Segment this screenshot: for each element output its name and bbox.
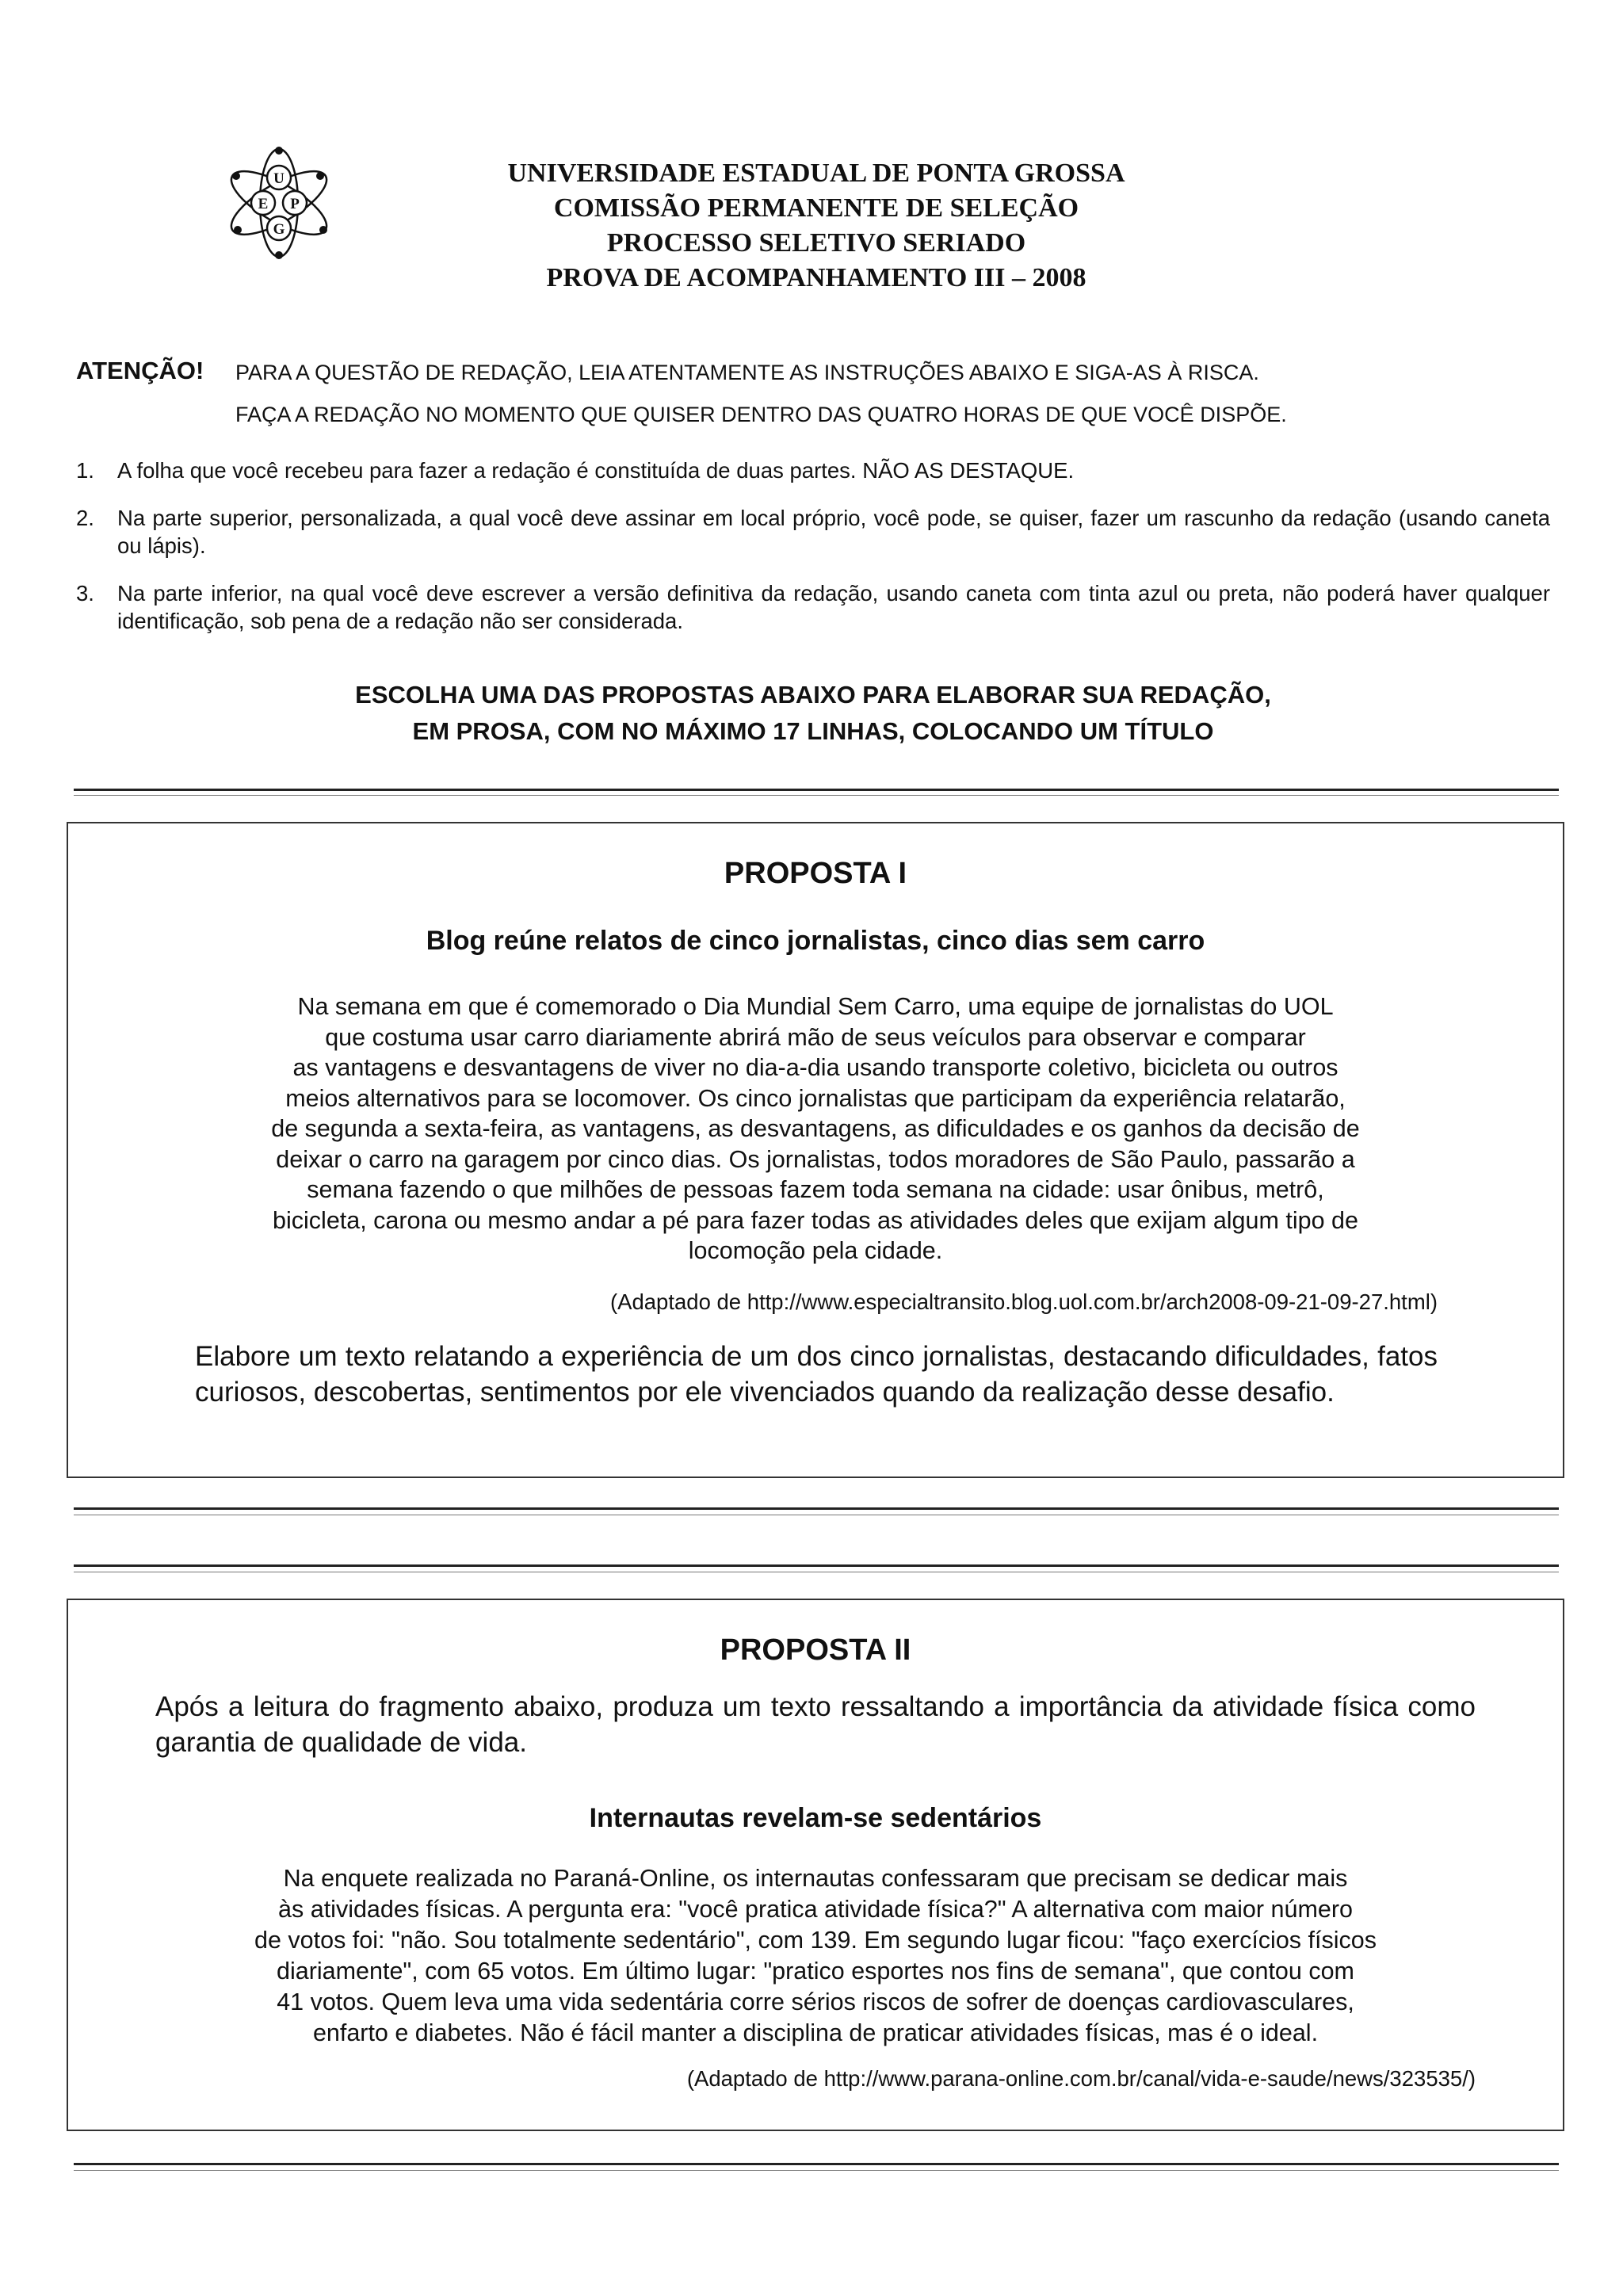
text-line: enfarto e diabetes. Não é fácil manter a disciplina de praticar atividades físicas, mas é o ideal. [312,2019,1319,2046]
text-line: de segunda a sexta-feira, as vantagens, as desvantagens, as dificuldades e os ganhos da decisão de [271,1115,1360,1142]
choose-instruction-1: ESCOLHA UMA DAS PROPOSTAS ABAIXO PARA ELABORAR SUA REDAÇÃO, [355,681,1271,709]
attention-label: ATENÇÃO! [76,357,204,384]
header-process: PROCESSO SELETIVO SERIADO [606,228,1026,258]
instruction-text: A folha que você recebeu para fazer a redação é constituída de duas partes. NÃO AS DESTAQUE. [117,458,1075,483]
logo-letter-u: U [273,170,285,187]
instruction-text: Na parte superior, personalizada, a qual você deve assinar em local próprio, você pode, se quiser, fazer um rascunho da redação (usando caneta ou lápis). [117,506,1550,558]
proposta-1-text [147,991,1484,1266]
header-commission: COMISSÃO PERMANENTE DE SELEÇÃO [553,193,1079,223]
divider [74,2163,1559,2165]
text-line: 41 votos. Quem leva uma vida sedentária corre sérios riscos de sofrer de doenças cardiovasculares, [277,1988,1354,2015]
text-line: meios alternativos para se locomover. Os cinco jornalistas que participam da experiência relatarão, [285,1084,1346,1112]
logo-letter-g: G [273,221,285,238]
instruction-number: 1. [76,458,94,483]
divider [74,789,1559,791]
text-line: às atividades físicas. A pergunta era: "você pratica atividade física?" A alternativa com maior número [278,1896,1353,1923]
logo-letter-p: P [290,196,300,212]
divider [74,1507,1559,1510]
proposta-2-source: (Adaptado de http://www.parana-online.com.br/canal/vida-e-saude/news/323535/) [686,2066,1476,2091]
proposta-1-task: Elabore um texto relatando a experiência de um dos cinco jornalistas, destacando dificuldades, fatos curiosos, descobertas, sentimentos por ele vivenciados quando da realização desse desafio. [195,1341,1438,1408]
header-university: UNIVERSIDADE ESTADUAL DE PONTA GROSSA [507,159,1125,188]
instruction-1 [76,457,1550,488]
instruction-number: 2. [76,506,94,530]
proposta-1-subtitle: Blog reúne relatos de cinco jornalistas, cinco dias sem carro [426,926,1205,956]
instruction-number: 3. [76,581,94,606]
proposta-2-intro: Após a leitura do fragmento abaixo, produza um texto ressaltando a importância da atividade física como garantia de qualidade de vida. [155,1691,1476,1758]
text-line: de votos foi: "não. Sou totalmente sedentário", com 139. Em segundo lugar ficou: "faço exercícios físicos [254,1927,1377,1954]
text-line: Na semana em que é comemorado o Dia Mundial Sem Carro, uma equipe de jornalistas do UOL [297,993,1334,1020]
proposta-2-title: PROPOSTA II [720,1633,911,1667]
instruction-3 [76,579,1550,639]
proposta-1-source: (Adaptado de http://www.especialtransito.blog.uol.com.br/arch2008-09-21-09-27.html) [609,1289,1438,1314]
attention-line-1: PARA A QUESTÃO DE REDAÇÃO, LEIA ATENTAMENTE AS INSTRUÇÕES ABAIXO E SIGA-AS À RISCA. [235,361,1259,384]
divider [74,2170,1559,2171]
text-line: semana fazendo o que milhões de pessoas fazem toda semana na cidade: usar ônibus, metrô, [307,1176,1324,1203]
text-line: Na enquete realizada no Paraná-Online, os internautas confessaram que precisam se dedicar mais [283,1865,1348,1892]
header-exam: PROVA DE ACOMPANHAMENTO III – 2008 [546,263,1086,292]
attention-line-2: FAÇA A REDAÇÃO NO MOMENTO QUE QUISER DENTRO DAS QUATRO HORAS DE QUE VOCÊ DISPÕE. [235,403,1287,426]
proposta-2-subtitle: Internautas revelam-se sedentários [589,1803,1042,1833]
logo-letter-e: E [258,196,269,212]
text-line: deixar o carro na garagem por cinco dias. Os jornalistas, todos moradores de São Paulo, passarão a [276,1145,1355,1173]
text-line: as vantagens e desvantagens de viver no dia-a-dia usando transporte coletivo, bicicleta ou outros [292,1054,1338,1081]
text-line: que costuma usar carro diariamente abrirá mão de seus veículos para observar e comparar [325,1023,1306,1051]
text-line: locomoção pela cidade. [688,1237,943,1264]
text-line: diariamente", com 65 votos. Em último lugar: "pratico esportes nos fins de semana", que contou com [277,1958,1354,1985]
divider [74,1564,1559,1567]
proposta-2-text [147,1863,1484,2049]
instruction-2 [76,504,1550,563]
text-line: bicicleta, carona ou mesmo andar a pé para fazer todas as atividades deles que exijam algum tipo de [273,1206,1358,1234]
instruction-text: Na parte inferior, na qual você deve escrever a versão definitiva da redação, usando caneta com tinta azul ou preta, não poderá haver qualquer identificação, sob pena de a redação não ser considerada. [117,581,1550,633]
proposta-1-title: PROPOSTA I [724,857,907,890]
proposta-1-box [67,822,1564,1478]
proposta-2-box [67,1599,1564,2131]
choose-instruction-2: EM PROSA, COM NO MÁXIMO 17 LINHAS, COLOCANDO UM TÍTULO [412,717,1214,745]
divider [74,795,1559,796]
